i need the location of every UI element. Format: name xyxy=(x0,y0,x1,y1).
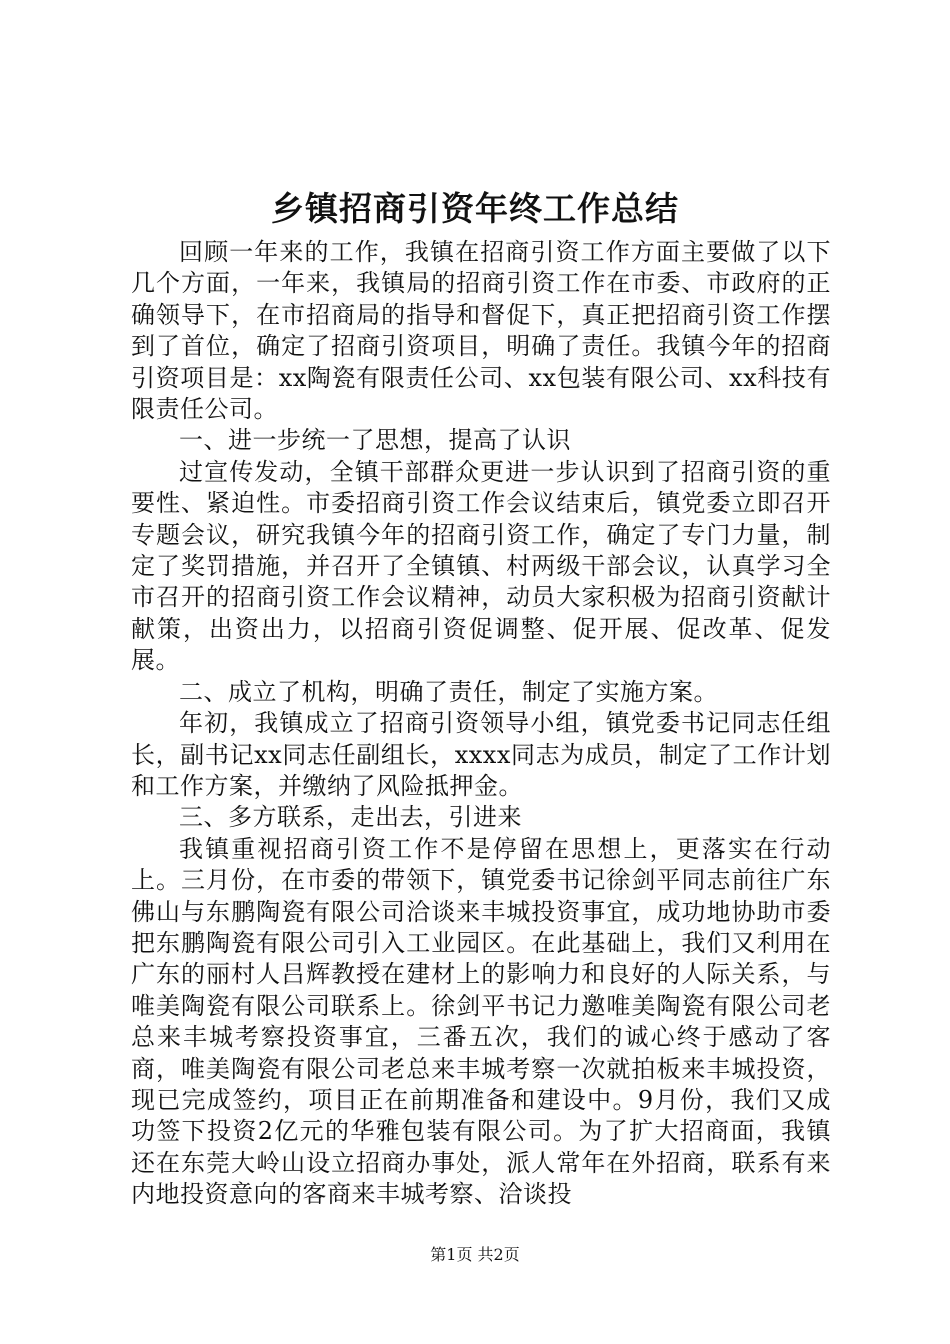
paragraph-section-3: 我镇重视招商引资工作不是停留在思想上，更落实在行动上。三月份，在市委的带领下，镇党委书记徐剑平同志前往广东佛山与东鹏陶瓷有限公司洽谈来丰城投资事宜，成功地协助市委把东鹏陶瓷有限公司引入工业园区。在此基础上，我们又利用在广东的丽村人吕辉教授在建材上的影响力和良好的人际关系，与唯美陶瓷有限公司联系上。徐剑平书记力邀唯美陶瓷有限公司老总来丰城考察投资事宜，三番五次，我们的诚心终于感动了客商，唯美陶瓷有限公司老总来丰城考察一次就拍板来丰城投资，现已完成签约，项目正在前期准备和建设中。9月份，我们又成功签下投资2亿元的华雅包装有限公司。为了扩大招商面，我镇还在东莞大岭山设立招商办事处，派人常年在外招商，联系有来内地投资意向的客商来丰城考察、洽谈投 xyxy=(131,834,831,1209)
document-title: 乡镇招商引资年终工作总结 xyxy=(271,189,679,228)
document-body xyxy=(131,237,831,1211)
paragraph-section-2: 年初，我镇成立了招商引资领导小组，镇党委书记同志任组长，副书记xx同志任副组长，xxxx同志为成员，制定了工作计划和工作方案，并缴纳了风险抵押金。 xyxy=(131,709,831,800)
page-number-footer: 第1页 共2页 xyxy=(430,1245,520,1264)
paragraph-section-1: 过宣传发动，全镇干部群众更进一步认识到了招商引资的重要性、紧迫性。市委招商引资工作会议结束后，镇党委立即召开专题会议，研究我镇今年的招商引资工作，确定了专门力量，制定了奖罚措施，并召开了全镇镇、村两级干部会议，认真学习全市召开的招商引资工作会议精神，动员大家积极为招商引资献计献策，出资出力，以招商引资促调整、促开展、促改革、促发展。 xyxy=(131,457,831,675)
section-heading-3: 三、多方联系，走出去，引进来 xyxy=(179,803,522,832)
section-heading-1: 一、进一步统一了思想，提高了认识 xyxy=(179,426,571,455)
section-heading-2: 二、成立了机构，明确了责任，制定了实施方案。 xyxy=(179,677,718,706)
paragraph-intro: 回顾一年来的工作，我镇在招商引资工作方面主要做了以下几个方面，一年来，我镇局的招商引资工作在市委、市政府的正确领导下，在市招商局的指导和督促下，真正把招商引资工作摆到了首位，确定了招商引资项目，明确了责任。我镇今年的招商引资项目是：xx陶瓷有限责任公司、xx包装有限公司、xx科技有限责任公司。 xyxy=(131,238,831,424)
